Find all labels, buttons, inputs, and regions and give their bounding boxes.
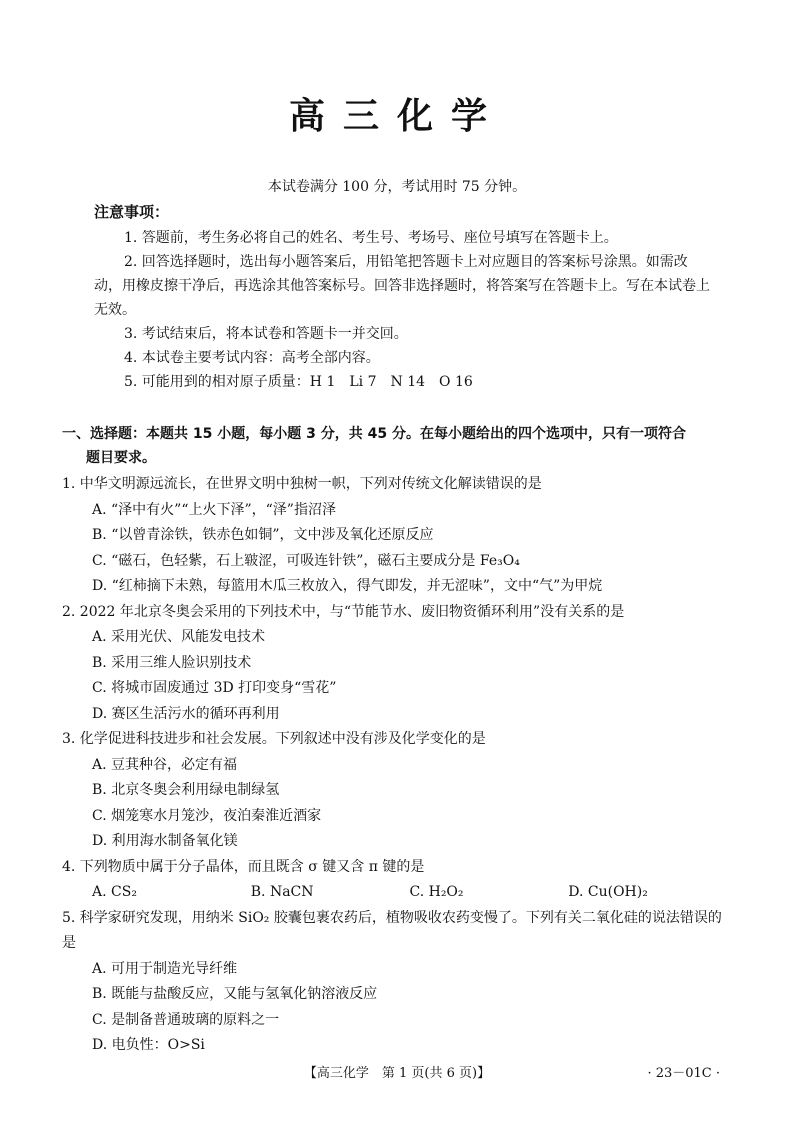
exam-info: 本试卷满分 100 分，考试用时 75 分钟。 (267, 179, 527, 195)
option-a: A. 豆萁种谷，必定有福 (92, 756, 238, 773)
question-2 (62, 600, 727, 728)
option-a: A. 采用光伏、风能发电技术 (92, 629, 266, 645)
notice-item: 1. 答题前，考生务必将自己的姓名、考生号、考场号、座位号填写在答题卡上。 (124, 230, 618, 246)
option-d: D. 利用海水制备氧化镁 (92, 833, 238, 849)
question-3 (62, 727, 727, 855)
question-stem: 1. 中华文明源远流长，在世界文明中独树一帜，下列对传统文化解读错误的是 (62, 476, 542, 492)
option-d: D. “红柿摘下未熟，每篮用木瓜三枚放入，得气即发，并无涩味”，文中“气”为甲烷 (92, 578, 603, 594)
section-heading-line: 一、选择题：本题共 15 小题，每小题 3 分，共 45 分。在每小题给出的四个选项中，只有一项符合 (62, 426, 686, 442)
notice-item: 5. 可能用到的相对原子质量：H 1 Li 7 N 14 O 16 (124, 374, 473, 390)
question-list (62, 472, 727, 1059)
question-stem: 4. 下列物质中属于分子晶体，而且既含 σ 键又含 π 键的是 (62, 858, 425, 875)
notice-block (94, 200, 714, 394)
question-4 (62, 855, 727, 906)
question-stem: 3. 化学促进科技进步和社会发展。下列叙述中没有涉及化学变化的是 (62, 731, 486, 747)
option-a: A. 可用于制造光导纤维 (92, 960, 238, 977)
section-heading (62, 422, 727, 470)
option-b: B. 北京冬奥会利用绿电制绿氢 (92, 782, 280, 798)
question-stem: 5. 科学家研究发现，用纳米 SiO₂ 胶囊包裹农药后，植物吸收农药变慢了。下列有关二氧化硅的说法错误的是 (62, 909, 722, 951)
section-heading-line: 题目要求。 (86, 450, 156, 466)
option-b: B. 采用三维人脸识别技术 (92, 654, 252, 671)
option-a: A. CS₂ (92, 884, 137, 900)
page-footer: 【高三化学 第 1 页(共 6 页)】 (303, 1066, 491, 1081)
exam-code: · 23－01C · (647, 1066, 720, 1081)
option-b: B. “以曾青涂铁，铁赤色如铜”，文中涉及氧化还原反应 (92, 527, 434, 543)
option-row (62, 880, 727, 906)
question-stem: 2. 2022 年北京冬奥会采用的下列技术中，与“节能节水、废旧物资循环利用”没有关系的是 (62, 603, 625, 620)
option-d: D. 赛区生活污水的循环再利用 (92, 705, 280, 722)
option-c: C. H₂O₂ (409, 884, 464, 900)
notice-item: 4. 本试卷主要考试内容：高考全部内容。 (124, 350, 380, 366)
option-b: B. 既能与盐酸反应，又能与氢氧化钠溶液反应 (92, 986, 378, 1002)
question-5 (62, 906, 727, 1059)
option-d: D. Cu(OH)₂ (568, 884, 648, 900)
notice-item: 3. 考试结束后，将本试卷和答题卡一并交回。 (124, 326, 408, 342)
question-1 (62, 472, 727, 600)
notice-heading: 注意事项： (94, 203, 170, 221)
page-title: 高三化学 (288, 96, 505, 137)
option-c: C. “磁石，色轻紫，石上皲涩，可吸连针铁”，磁石主要成分是 Fe₃O₄ (92, 552, 520, 569)
option-c: C. 是制备普通玻璃的原料之一 (92, 1011, 280, 1028)
notice-item: 2. 回答选择题时，选出每小题答案后，用铅笔把答题卡上对应题目的答案标号涂黑。如需改动，用橡皮擦干净后，再选涂其他答案标号。回答非选择题时，将答案写在答题卡上。写在本试卷上无效。 (94, 254, 710, 318)
option-d: D. 电负性：O>Si (92, 1037, 205, 1053)
option-b: B. NaCN (250, 884, 314, 900)
option-c: C. 将城市固废通过 3D 打印变身“雪花” (92, 680, 337, 696)
option-c: C. 烟笼寒水月笼沙，夜泊秦淮近酒家 (92, 807, 322, 824)
option-a: A. “泽中有火”“上火下泽”，“泽”指沼泽 (92, 501, 336, 518)
